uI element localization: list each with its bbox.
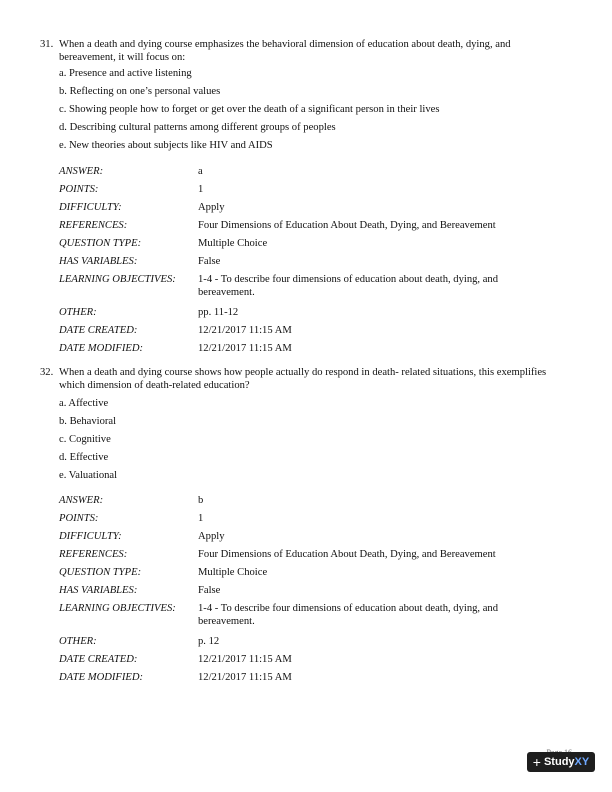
option-c: c. Showing people how to forget or get over the death of a significant person in their lives [59,104,440,115]
meta-label: OTHER: [59,636,97,647]
meta-label: QUESTION TYPE: [59,567,142,578]
meta-label: POINTS: [59,513,99,524]
meta-label: REFERENCES: [59,549,128,560]
meta-value: p. 12 [198,636,220,647]
meta-label: DATE MODIFIED: [59,672,144,683]
meta-label: OTHER: [59,307,97,318]
meta-label: DIFFICULTY: [59,531,122,542]
meta-value: pp. 11-12 [198,307,239,318]
option-e: e. New theories about subjects like HIV and AIDS [59,140,273,151]
meta-label: DATE CREATED: [59,325,138,336]
option-b: b. Behavioral [59,416,117,427]
meta-value: Apply [198,202,225,213]
meta-value: 1-4 - To describe four dimensions of education about death, dying, and bereavement. [198,603,499,627]
meta-value: 1 [198,513,204,524]
brand-text [544,756,589,769]
meta-value: False [198,585,221,596]
option-d: d. Effective [59,452,109,463]
meta-value: 12/21/2017 11:15 AM [198,343,292,354]
meta-value: Four Dimensions of Education About Death, Dying, and Bereavement [198,220,496,231]
option-e: e. Valuational [59,470,118,481]
meta-label: ANSWER: [59,495,104,506]
meta-value: 12/21/2017 11:15 AM [198,325,292,336]
meta-value: 1 [198,184,204,195]
question-number: 32. [40,367,54,378]
brand-study: Study [543,755,575,768]
meta-label: POINTS: [59,184,99,195]
option-b: b. Reflecting on one’s personal values [59,86,221,97]
studyxy-badge[interactable] [527,752,595,772]
meta-value: 12/21/2017 11:15 AM [198,654,292,665]
meta-value: False [198,256,221,267]
meta-label: HAS VARIABLES: [59,256,138,267]
meta-label: LEARNING OBJECTIVES: [59,274,176,285]
meta-value: 12/21/2017 11:15 AM [198,672,292,683]
meta-value: Multiple Choice [198,567,268,578]
meta-label: ANSWER: [59,166,104,177]
option-c: c. Cognitive [59,434,111,445]
meta-value: 1-4 - To describe four dimensions of education about death, dying, and bereavement. [198,274,499,298]
meta-label: LEARNING OBJECTIVES: [59,603,176,614]
meta-label: REFERENCES: [59,220,128,231]
meta-label: DATE CREATED: [59,654,138,665]
question-text: When a death and dying course emphasizes the behavioral dimension of education about death, dying, and bereavement, it will focus on: [59,39,511,63]
brand-xy: XY [574,755,590,768]
meta-value: Four Dimensions of Education About Death, Dying, and Bereavement [198,549,496,560]
question-text: When a death and dying course shows how people actually do respond in death- related situations, this exemplifies which dimension of death-related education? [59,367,547,391]
option-a: a. Presence and active listening [59,68,192,79]
question-number: 31. [40,39,54,50]
meta-label: QUESTION TYPE: [59,238,142,249]
option-a: a. Affective [59,398,109,409]
meta-value: Apply [198,531,225,542]
meta-value: b [198,495,204,506]
meta-label: DATE MODIFIED: [59,343,144,354]
plus-icon: + [532,753,541,770]
meta-label: HAS VARIABLES: [59,585,138,596]
meta-label: DIFFICULTY: [59,202,122,213]
meta-value: Multiple Choice [198,238,268,249]
meta-value: a [198,166,203,177]
option-d: d. Describing cultural patterns among different groups of peoples [59,122,336,133]
